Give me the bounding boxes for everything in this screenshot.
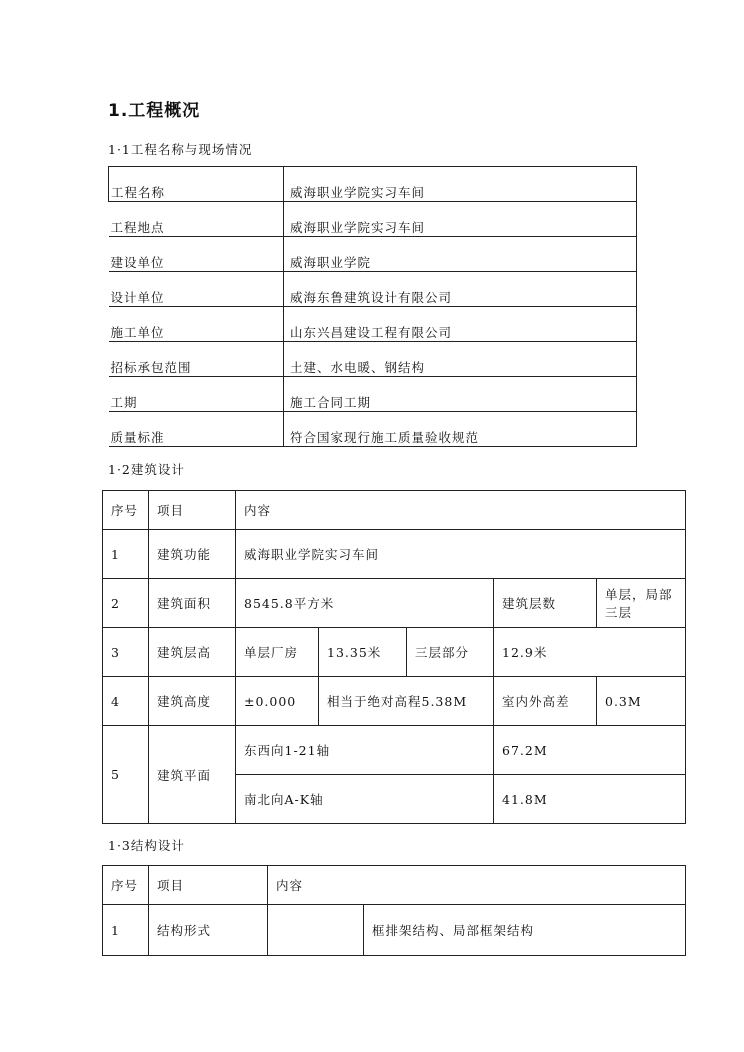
table-row xyxy=(109,272,637,307)
structure-design-table xyxy=(102,865,686,956)
row-content: 威海职业学院实习车间 xyxy=(236,530,686,579)
row-no: 3 xyxy=(103,628,149,677)
row-value: 威海东鲁建筑设计有限公司 xyxy=(284,272,637,307)
row-label: 工期 xyxy=(109,377,284,412)
row-value: 土建、水电暖、钢结构 xyxy=(284,342,637,377)
table-row xyxy=(109,307,637,342)
table-row xyxy=(109,167,637,202)
row-no: 1 xyxy=(103,905,149,956)
section1-title: 1·1工程名称与现场情况 xyxy=(108,142,253,157)
row-no: 2 xyxy=(103,579,149,628)
row-no: 4 xyxy=(103,677,149,726)
row-value: 符合国家现行施工质量验收规范 xyxy=(284,412,637,447)
header-item: 项目 xyxy=(149,866,268,905)
row-value: 威海职业学院实习车间 xyxy=(284,167,637,202)
row-value: 威海职业学院 xyxy=(284,237,637,272)
row-item: 建筑面积 xyxy=(149,579,236,628)
cell: 67.2M xyxy=(494,726,686,775)
row-item: 建筑层高 xyxy=(149,628,236,677)
row-label: 设计单位 xyxy=(109,272,284,307)
area-value: 8545.8平方米 xyxy=(236,579,494,628)
cell: ±0.000 xyxy=(236,677,319,726)
header-no: 序号 xyxy=(103,491,149,530)
row-value: 威海职业学院实习车间 xyxy=(284,202,637,237)
cell: 41.8M xyxy=(494,775,686,824)
table-row xyxy=(109,412,637,447)
table-header-row xyxy=(103,866,686,905)
row-item: 建筑高度 xyxy=(149,677,236,726)
table-row xyxy=(109,237,637,272)
table-row xyxy=(103,905,686,956)
header-item: 项目 xyxy=(149,491,236,530)
cell: 南北向A-K轴 xyxy=(236,775,494,824)
row-label: 建设单位 xyxy=(109,237,284,272)
cell: 单层厂房 xyxy=(236,628,319,677)
row-value: 山东兴昌建设工程有限公司 xyxy=(284,307,637,342)
floors-value: 单层，局部三层 xyxy=(597,579,686,628)
page-heading: 1.工程概况 xyxy=(108,101,201,121)
architecture-design-table xyxy=(102,490,686,824)
project-info-table xyxy=(108,166,637,447)
header-no: 序号 xyxy=(103,866,149,905)
table-header-row xyxy=(103,491,686,530)
header-content: 内容 xyxy=(236,491,686,530)
section3-title: 1·3结构设计 xyxy=(108,838,185,853)
row-label: 工程地点 xyxy=(109,202,284,237)
table-row xyxy=(103,579,686,628)
table-row xyxy=(109,377,637,412)
table-row xyxy=(103,726,686,775)
cell: 东西向1-21轴 xyxy=(236,726,494,775)
row-label: 施工单位 xyxy=(109,307,284,342)
cell: 13.35米 xyxy=(319,628,407,677)
cell: 12.9米 xyxy=(494,628,686,677)
floors-label: 建筑层数 xyxy=(494,579,597,628)
header-content: 内容 xyxy=(268,866,686,905)
row-no: 1 xyxy=(103,530,149,579)
table-row xyxy=(109,202,637,237)
cell: 框排架结构、局部框架结构 xyxy=(364,905,686,956)
row-item: 建筑功能 xyxy=(149,530,236,579)
table-row xyxy=(103,530,686,579)
row-value: 施工合同工期 xyxy=(284,377,637,412)
cell: 室内外高差 xyxy=(494,677,597,726)
cell-empty xyxy=(268,905,364,956)
cell: 三层部分 xyxy=(407,628,494,677)
row-label: 招标承包范围 xyxy=(109,342,284,377)
row-no: 5 xyxy=(103,726,149,824)
row-item: 结构形式 xyxy=(149,905,268,956)
section2-title: 1·2建筑设计 xyxy=(108,462,185,477)
cell: 相当于绝对高程5.38M xyxy=(319,677,494,726)
row-item: 建筑平面 xyxy=(149,726,236,824)
table-row xyxy=(109,342,637,377)
table-row xyxy=(103,677,686,726)
table-row xyxy=(103,628,686,677)
cell: 0.3M xyxy=(597,677,686,726)
row-label: 工程名称 xyxy=(109,167,284,202)
row-label: 质量标准 xyxy=(109,412,284,447)
